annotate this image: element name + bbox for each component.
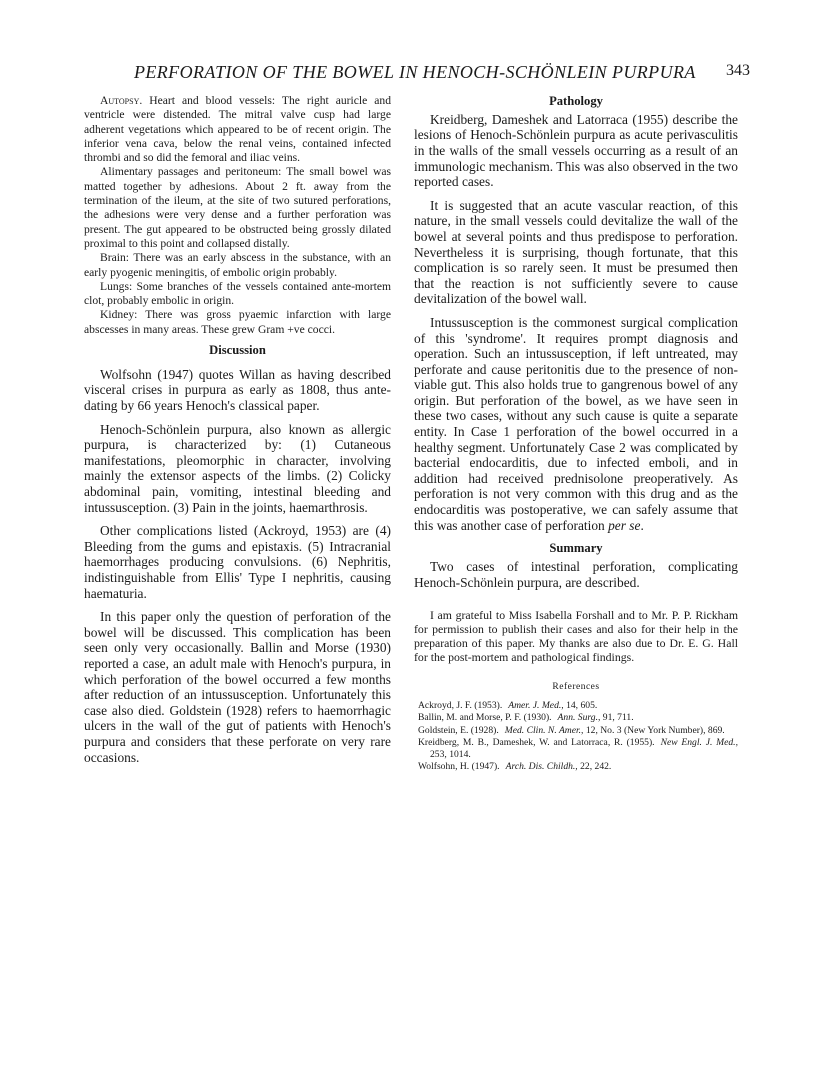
discussion-paragraph-3: Other complications listed (Ackroyd, 1953) are (4) Bleeding from the gums and epistaxis. (5) Intracranial haemorrhages producing convulsions. (6) Nephritis, indistinguishable from Ellis' Type I nephritis, causing haematuria. — [84, 523, 391, 601]
acknowledgement-paragraph: I am grateful to Miss Isabella Forshall and to Mr. P. P. Rickham for permission to publish their cases and also for their help in the preparation of this paper. My thanks are also due to Dr. E. G. Hall for the post-mortem and pathological findings. — [414, 608, 738, 665]
discussion-heading: Discussion — [209, 343, 266, 358]
alimentary-paragraph: Alimentary passages and peritoneum: The small bowel was matted together by adhesions. About 2 ft. away from the termination of the ileum, at the site of two sutured perforations, the adhesions were very dense and a further perforation was present. The gut appeared to be obstructed being grossly dilated proximal to this point and collapsed distally. — [84, 165, 391, 250]
running-title: PERFORATION OF THE BOWEL IN HENOCH-SCHÖNLEIN PURPURA — [134, 62, 696, 82]
autopsy-paragraph — [84, 94, 391, 165]
pathology-paragraph-2: It is suggested that an acute vascular reaction, of this nature, in the small vessels could devitalize the wall of the bowel at several points and thus predispose to perforation. Nevertheless it is surprising, though fortunate, that this complication is so rarely seen. It must be presumed then that the reaction is not sufficiently severe to cause devitalization of the bowel wall. — [414, 197, 738, 307]
summary-heading: Summary — [549, 541, 603, 556]
pathology-paragraph-3-end: . — [640, 517, 644, 533]
page-number: 343 — [726, 62, 750, 79]
right-column — [414, 94, 738, 773]
running-header — [60, 62, 750, 86]
reference-item: Ackroyd, J. F. (1953). Amer. J. Med., 14, 605. — [418, 700, 598, 712]
reference-item: Ballin, M. and Morse, P. F. (1930). Ann. Surg., 91, 711. — [418, 712, 634, 724]
references-heading: References — [552, 682, 600, 693]
reference-item: Goldstein, E. (1928). Med. Clin. N. Amer., 12, No. 3 (New York Number), 869. — [418, 724, 725, 736]
discussion-paragraph-4: In this paper only the question of perforation of the bowel will be discussed. This complication has been seen only very occasionally. Ballin and Morse (1930) reported a case, an adult male with Henoch's purpura, in which perforation of the bowel occurred a few months after reduction of an intussusception. Unfortunately this case also died. Goldstein (1928) refers to haemorrhagic ulcers in the wall of the gut of patients with Henoch's purpura and considers that these perforate on very rare occasions. — [84, 609, 391, 765]
kidney-paragraph: Kidney: There was gross pyaemic infarction with large abscesses in many areas. These grew Gram +ve cocci. — [84, 308, 391, 336]
left-column — [84, 94, 391, 773]
lungs-paragraph: Lungs: Some branches of the vessels contained ante-mortem clot, probably embolic in origin. — [84, 279, 391, 308]
summary-paragraph: Two cases of intestinal perforation, complicating Henoch-Schönlein purpura, are described. — [414, 559, 738, 590]
brain-paragraph: Brain: There was an early abscess in the substance, with an early pyogenic meningitis, of embolic origin probably. — [84, 251, 391, 279]
pathology-paragraph-3 — [414, 315, 738, 533]
pathology-paragraph-1: Kreidberg, Dameshek and Latorraca (1955) describe the lesions of Henoch-Schönlein purpura as acute perivasculitis in the walls of the small vessels occurring as a result of an immunologic mechanism. This was also observed in the two reported cases. — [414, 111, 738, 190]
reference-item: Wolfsohn, H. (1947). Arch. Dis. Childh., 22, 242. — [418, 761, 612, 773]
discussion-paragraph-2: Henoch-Schönlein purpura, also known as allergic purpura, is characterized by: (1) Cutaneous manifestations, pleomorphic in character, involving mainly the extensor aspects of the limbs. (2) Colicky abdominal pain, vomiting, intestinal bleeding and intussusception. (3) Pain in the joints, haemarthrosis. — [84, 421, 391, 515]
per-se-italic: per se — [608, 517, 641, 533]
reference-item: Kreidberg, M. B., Dameshek, W. and Latorraca, R. (1955). New Engl. J. Med., 253, 1014. — [418, 737, 738, 760]
pathology-heading: Pathology — [549, 94, 603, 108]
autopsy-text: Heart and blood vessels: The right auricle and ventricle were distended. The mitral valve cusp had large adherent vegetations which appeared to be of recent origin. The inferior vena cava, below the renal veins, contained infected thrombi and so did the femoral and iliac veins. — [84, 94, 391, 165]
autopsy-lead: Autopsy. — [100, 94, 143, 107]
pathology-paragraph-3-text: Intussusception is the commonest surgical complication of this 'syndrome'. It requires prompt diagnosis and operation. Such an intussusception, if left untreated, may perforate and cause peritonitis due to the presence of non-viable gut. This also holds true to gangrenous bowel of any origin. But perforation of the bowel, as we have seen in these two cases, without any such cause is quite a separate entity. In Case 1 perforation of the bowel occurred in a healthy segment. Unfortunately Case 2 was complicated by bacterial endocarditis, due to infected emboli, and in addition had received prednisolone preoperatively. As perforation is not very common with this drug and as the endocarditis was postoperative, we can safely assume that this was another case of perforation — [414, 314, 738, 533]
discussion-paragraph-1: Wolfsohn (1947) quotes Willan as having described visceral crises in purpura as early as 1808, thus ante-dating by 66 years Henoch's classical paper. — [84, 366, 391, 414]
